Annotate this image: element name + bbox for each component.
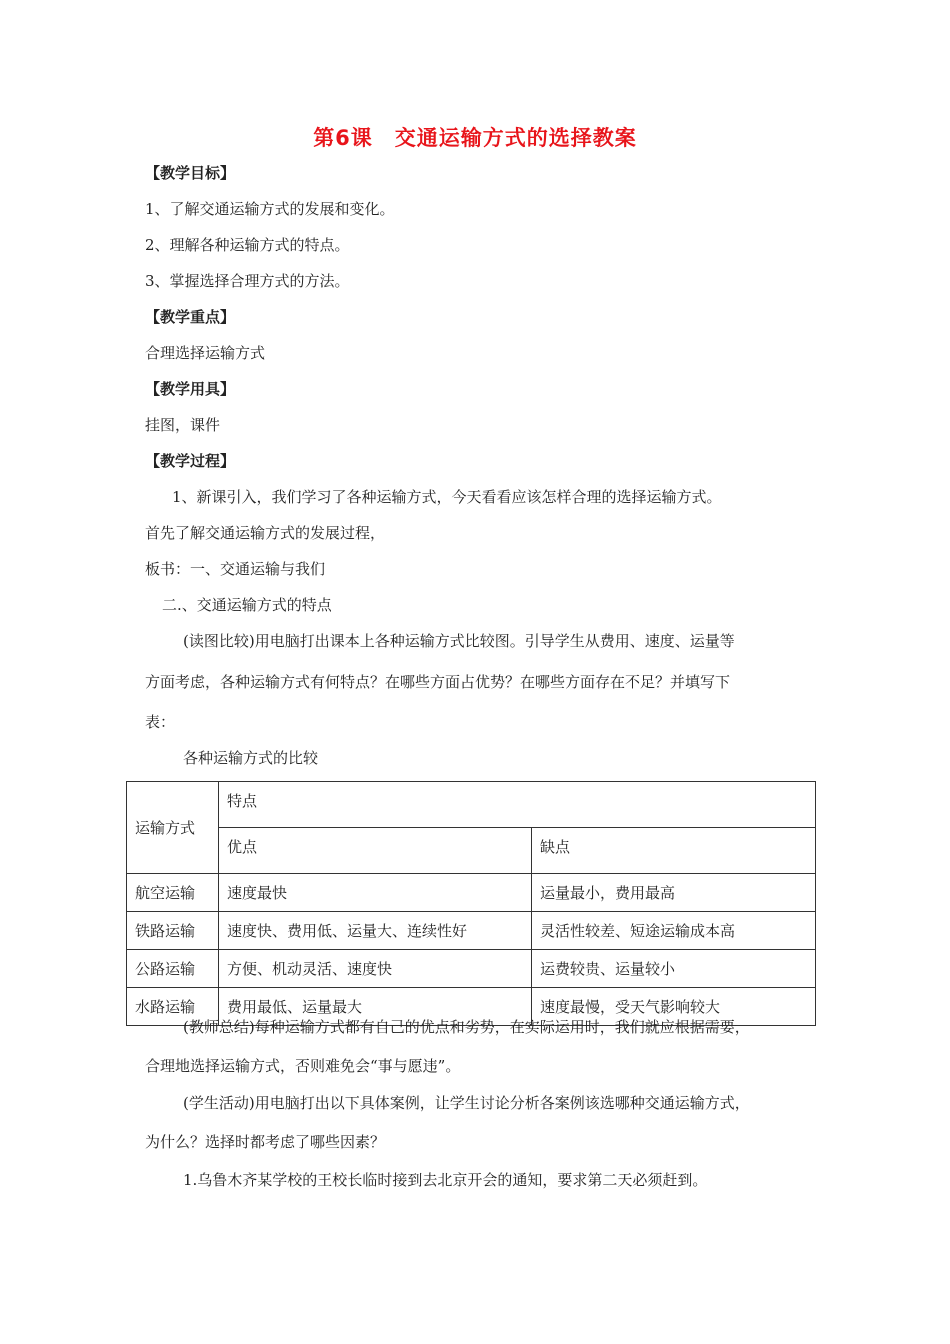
section-heading-tools: 【教学用具】 (145, 380, 236, 398)
process-paragraph-5-line-1: (读图比较)用电脑打出课本上各种运输方式比较图。引导学生从费用、速度、运量等 (183, 632, 735, 650)
table-row (127, 874, 816, 912)
cell-cons: 运费较贵、运量较小 (532, 950, 816, 988)
cell-mode: 水路运输 (127, 988, 219, 1026)
cell-mode: 航空运输 (127, 874, 219, 912)
page-title: 第6课 交通运输方式的选择教案 (313, 126, 637, 150)
tools-text: 挂图，课件 (145, 416, 221, 434)
process-paragraph-1: 1、新课引入，我们学习了各种运输方式，今天看看应该怎样合理的选择运输方式。 (172, 488, 722, 506)
header-cell-mode: 运输方式 (127, 782, 219, 874)
section-heading-process: 【教学过程】 (145, 452, 236, 470)
activity-paragraph-line-2: 为什么？选择时都考虑了哪些因素？ (145, 1133, 386, 1151)
cell-cons: 灵活性较差、短途运输成本高 (532, 912, 816, 950)
table-header-row (127, 782, 816, 828)
header-cell-pros: 优点 (219, 828, 532, 874)
process-paragraph-5-line-2: 方面考虑，各种运输方式有何特点？在哪些方面占优势？在哪些方面存在不足？并填写下 (145, 673, 731, 691)
section-heading-goals: 【教学目标】 (145, 164, 236, 182)
table-row (127, 912, 816, 950)
table-row (127, 950, 816, 988)
summary-paragraph-line-2: 合理地选择运输方式，否则难免会“事与愿违”。 (145, 1057, 461, 1075)
activity-paragraph-line-1: (学生活动)用电脑打出以下具体案例，让学生讨论分析各案例该选哪种交通运输方式， (183, 1094, 750, 1112)
cell-pros: 方便、机动灵活、速度快 (219, 950, 532, 988)
process-paragraph-4: 二.、交通运输方式的特点 (162, 596, 332, 614)
goal-item-2: 2、理解各种运输方式的特点。 (145, 236, 350, 254)
table-subheader-row (127, 828, 816, 874)
transport-comparison-table (126, 781, 816, 1026)
cell-cons: 速度最慢，受天气影响较大 (532, 988, 816, 1026)
cell-pros: 速度最快 (219, 874, 532, 912)
section-heading-focus: 【教学重点】 (145, 308, 236, 326)
case-item-1: 1.乌鲁木齐某学校的王校长临时接到去北京开会的通知，要求第二天必须赶到。 (183, 1171, 708, 1189)
process-paragraph-5-line-3: 表： (145, 713, 176, 731)
header-cell-cons: 缺点 (532, 828, 816, 874)
summary-paragraph-line-1: (教师总结)每种运输方式都有自己的优点和劣势，在实际运用时，我们就应根据需要， (183, 1018, 750, 1036)
goal-item-3: 3、掌握选择合理方式的方法。 (145, 272, 350, 290)
goal-item-1: 1、了解交通运输方式的发展和变化。 (145, 200, 395, 218)
table-caption: 各种运输方式的比较 (183, 749, 319, 767)
cell-pros: 速度快、费用低、运量大、连续性好 (219, 912, 532, 950)
process-paragraph-2: 首先了解交通运输方式的发展过程， (145, 524, 386, 542)
cell-mode: 铁路运输 (127, 912, 219, 950)
process-paragraph-3: 板书：一、交通运输与我们 (145, 560, 326, 578)
header-cell-features: 特点 (219, 782, 816, 828)
cell-cons: 运量最小，费用最高 (532, 874, 816, 912)
cell-mode: 公路运输 (127, 950, 219, 988)
focus-text: 合理选择运输方式 (145, 344, 266, 362)
cell-pros: 费用最低、运量最大 (219, 988, 532, 1026)
